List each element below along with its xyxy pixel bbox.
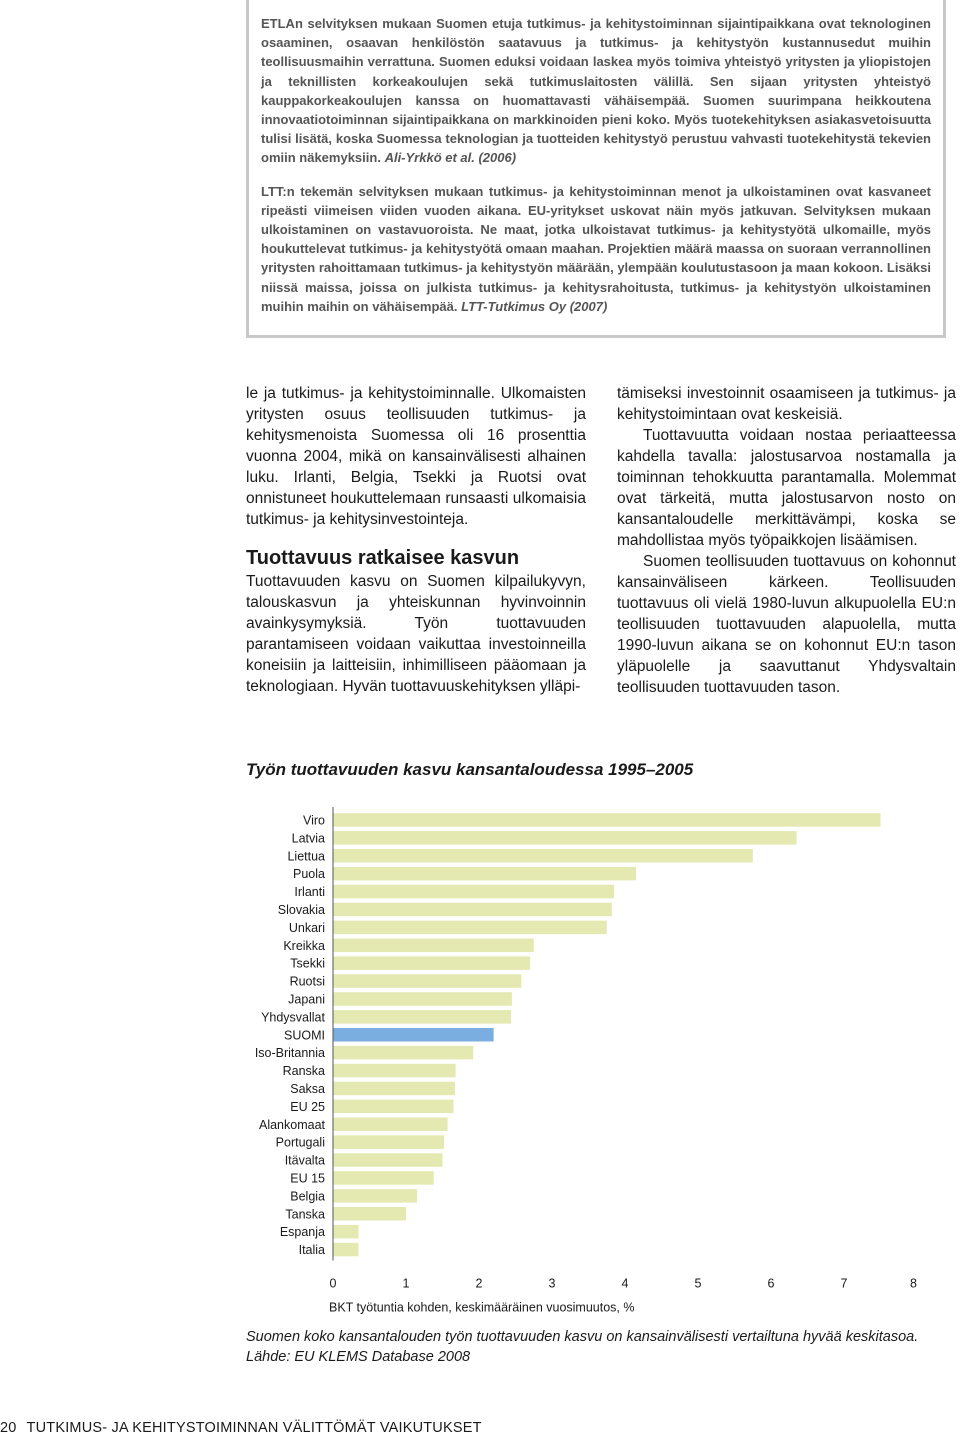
category-label: Ranska (282, 1064, 325, 1079)
bar-ranska (333, 1064, 456, 1078)
category-label: Portugali (275, 1135, 325, 1150)
bar-unkari (333, 921, 607, 935)
info-box (246, 0, 946, 338)
bar-iso-britannia (333, 1046, 473, 1060)
category-label: Italia (298, 1243, 325, 1258)
bar-itävalta (333, 1153, 443, 1167)
category-label: Latvia (291, 831, 325, 846)
category-label: Tsekki (290, 956, 325, 971)
right-column (617, 383, 956, 698)
category-label: SUOMI (284, 1028, 325, 1043)
category-label: Liettua (287, 849, 325, 864)
section-heading: Tuottavuus ratkaisee kasvun (246, 547, 520, 569)
x-tick-label: 5 (694, 1276, 702, 1291)
chart-title: Työn tuottavuuden kasvu kansantaloudessa 1995–2005 (246, 760, 694, 779)
bar-slovakia (333, 903, 612, 917)
category-label: Kreikka (283, 938, 325, 953)
page-footer (0, 1420, 492, 1436)
x-tick-label: 2 (475, 1276, 483, 1291)
bar-viro (333, 813, 881, 827)
category-label: Ruotsi (289, 974, 325, 989)
category-label: Viro (302, 813, 325, 828)
bar-liettua (333, 849, 753, 863)
x-tick-label: 7 (840, 1276, 848, 1291)
right-paragraph-2: Tuottavuutta voidaan nostaa periaatteessa kahdella tavalla: jalostusarvoa nostamalla ja toiminnan tehokkuutta parantamalla. Molemmat ovat tärkeitä, mutta jalostusarvon nosto on kansantaloudelle merkittävämpi, koska se mahdollistaa myös työpaikkojen lisäämisen. (617, 427, 956, 549)
chart-caption: Suomen koko kansantalouden työn tuottavuuden kasvu on kansainvälisesti vertailtuna hyvää keskitasoa. Lähde: EU KLEMS Database 2008 (246, 1329, 919, 1365)
box-paragraph-2: LTT:n tekemän selvityksen mukaan tutkimus- ja kehitystoiminnan menot ja ulkoistaminen ovat kasvaneet ripeästi viimeisen viiden vuoden aikana. EU-yritykset uskovat näin myös jatkuvan. Selvityksen mukaan ulkoistaminen on vastavuoroista. Ne maat, jotka ulkoistavat tutkimus- ja kehitystyötä ulkomaille, myös houkuttelevat tutkimus- ja kehitystyötä omaan maahan. Projektien määrä maassa on suoraan verrannollinen yritysten rahoittamaan tutkimus- ja kehitystyön määrään, ylempään koulutustasoon ja maan kokoon. Lisäksi niissä maissa, joissa on julkista tutkimus- ja kehitysrahoitusta, tutkimus- ja kehitystyön ulkoistaminen muihin maihin on vähäisempää. LTT-Tutkimus Oy (2007) (261, 183, 931, 314)
bar-ruotsi (333, 974, 521, 988)
bar-portugali (333, 1135, 444, 1149)
right-paragraph-3: Suomen teollisuuden tuottavuus on kohonnut kansainväliseen kärkeen. Teollisuuden tuottavuus oli vielä 1980-luvun alkupuolella EU:n teollisuuden tuottavuuden alapuolella, mutta 1990-luvun aikana se on kohonnut EU:n tason yläpuolelle ja saavuttanut Yhdysvaltain teollisuuden tuottavuuden tason. (617, 553, 956, 696)
category-label: Yhdysvallat (261, 1010, 325, 1025)
category-label: Slovakia (277, 902, 325, 917)
category-label: Puola (293, 867, 325, 882)
bar-yhdysvallat (333, 1010, 511, 1024)
box-reference-2: LTT-Tutkimus Oy (2007) (461, 298, 608, 314)
bar-latvia (333, 831, 797, 845)
x-tick-label: 6 (767, 1276, 775, 1291)
x-tick-label: 0 (329, 1276, 337, 1291)
x-tick-label: 1 (402, 1276, 410, 1291)
right-paragraph-1: tämiseksi investoinnit osaamiseen ja tutkimus- ja kehitystoimintaan ovat keskeisiä. (617, 385, 956, 423)
bar-suomi (333, 1028, 494, 1042)
productivity-bar-chart (236, 804, 960, 1314)
x-tick-label: 8 (910, 1276, 917, 1291)
box-paragraph-1: ETLAn selvityksen mukaan Suomen etuja tutkimus- ja kehitystoiminnan sijaintipaikkana ovat teknologinen osaaminen, osaavan henkilöstön saatavuus ja tutkimus- ja kehitystyön kustannusedut muihin teollisuusmaihin verrattuna. Suomen eduksi voidaan laskea myös toimiva yhteistyö yritysten ja yliopistojen ja teknillisten korkeakoulujen sekä tutkimuslaitosten välillä. Sen sijaan yritysten yhteistyö kauppakorkeakoulujen kanssa on huomattavasti vähäisempää. Suomen suurimpana heikkoutena innovaatiotoiminnan sijaintipaikkana on markkinoiden pieni koko. Myös tuotekehityksen asiakasvetoisuutta tulisi lisätä, koska Suomessa teknologian ja tuotteiden kehitystyö perustuu vahvasti tuotekehitystä tekevien omiin näkemyksiin. Ali-Yrkkö et al. (2006) (261, 16, 931, 166)
bar-eu-15 (333, 1171, 434, 1185)
category-label: Tanska (285, 1207, 325, 1222)
box-reference-1: Ali-Yrkkö et al. (2006) (384, 150, 517, 166)
bar-tsekki (333, 956, 530, 970)
category-label: Saksa (290, 1081, 325, 1096)
category-label: Irlanti (294, 885, 325, 900)
category-label: EU 15 (290, 1171, 325, 1186)
footer-section-title: TUTKIMUS- JA KEHITYSTOIMINNAN VÄLITTÖMÄT VAIKUTUKSET (26, 1420, 482, 1436)
bar-kreikka (333, 939, 534, 953)
bar-alankomaat (333, 1118, 448, 1132)
category-label: Iso-Britannia (254, 1046, 325, 1061)
bar-irlanti (333, 885, 614, 899)
bar-japani (333, 992, 512, 1006)
category-label: Espanja (279, 1225, 325, 1240)
category-label: Alankomaat (258, 1117, 325, 1132)
left-paragraph-1: le ja tutkimus- ja kehitystoiminnalle. Ulkomaisten yritysten osuus teollisuuden tutkimus- ja kehitysmenoista Suomessa oli 16 prosenttia vuonna 2004, mikä on kansainvälisesti alhainen luku. Irlanti, Belgia, Tsekki ja Ruotsi ovat onnistuneet houkuttelemaan runsaasti ulkomaisia tutkimus- ja kehitysinvestointeja. (246, 385, 586, 528)
bar-eu-25 (333, 1100, 453, 1114)
category-label: Itävalta (284, 1153, 325, 1168)
page-number: 20 (0, 1420, 17, 1436)
x-axis-label: BKT työtuntia kohden, keskimääräinen vuosimuutos, % (329, 1300, 635, 1314)
bar-saksa (333, 1082, 455, 1096)
bar-puola (333, 867, 636, 881)
category-label: Japani (288, 992, 325, 1007)
bar-italia (333, 1243, 359, 1257)
x-tick-label: 4 (621, 1276, 629, 1291)
bar-tanska (333, 1207, 406, 1221)
category-label: EU 25 (290, 1099, 325, 1114)
bar-espanja (333, 1225, 359, 1239)
bar-belgia (333, 1189, 417, 1203)
category-label: Belgia (290, 1189, 325, 1204)
left-column (246, 383, 586, 697)
left-paragraph-2: Tuottavuuden kasvu on Suomen kilpailukyvyn, talouskasvun ja yhteiskunnan hyvinvoinnin avainkysymyksiä. Työn tuottavuuden parantamiseen voidaan vaikuttaa investoinneilla koneisiin ja laitteisiin, inhimilliseen pääomaan ja teknologiaan. Hyvän tuottavuuskehityksen ylläpi- (246, 573, 586, 695)
x-tick-label: 3 (548, 1276, 556, 1291)
category-label: Unkari (288, 920, 325, 935)
